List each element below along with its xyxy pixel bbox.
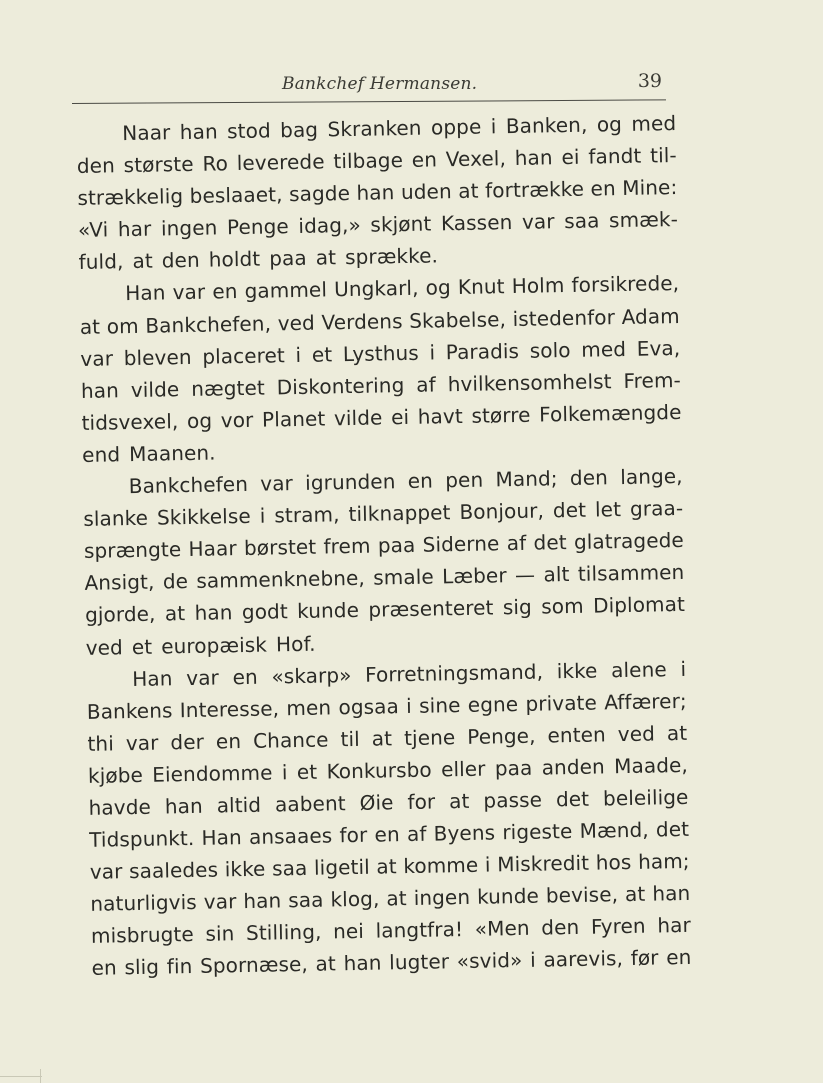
word: strækkelig [77, 184, 184, 211]
word: private [525, 690, 598, 716]
word: egne [467, 691, 519, 717]
word: den [569, 465, 609, 491]
word: vilde [333, 405, 383, 431]
word: «skarp» [271, 662, 352, 689]
word: graa- [629, 496, 684, 522]
word: rigeste [502, 819, 573, 845]
word: hvilkensomhelst [447, 368, 612, 396]
word: Han [125, 280, 166, 306]
scan-edge-mark [0, 1076, 42, 1077]
word: Penge [226, 214, 290, 240]
word: var [89, 859, 123, 885]
word: at [315, 951, 337, 977]
word: Diplomat [592, 592, 686, 619]
word: han [179, 119, 218, 145]
word: Verdens [321, 308, 403, 335]
word: saa [288, 887, 324, 913]
word: ingen [413, 885, 471, 911]
word: saaledes [128, 857, 219, 884]
word: Stilling, [245, 919, 322, 946]
word: Lysthus [342, 340, 420, 366]
word: Skranken [327, 115, 422, 142]
word: det [552, 497, 587, 523]
word: kjøbe [87, 762, 144, 788]
word: de [162, 569, 189, 594]
word: Interesse, [179, 696, 280, 722]
word: passe [483, 787, 543, 813]
word: Han [132, 665, 173, 691]
word: af [416, 372, 436, 397]
word: end [81, 442, 121, 467]
word: for [407, 789, 436, 815]
word: pen [445, 467, 484, 493]
word: forsikrede, [571, 271, 680, 298]
word: placeret [202, 342, 286, 369]
word: at [666, 720, 688, 746]
body-text [76, 107, 692, 984]
word: paa [269, 246, 307, 271]
word: enten [547, 722, 607, 748]
word: Knut [457, 274, 505, 300]
word: naturligvis [90, 890, 198, 917]
word: at [624, 881, 646, 907]
word: Spornæse, [199, 952, 309, 979]
word: at [371, 726, 393, 751]
word: et [311, 342, 333, 367]
word: han [194, 600, 233, 626]
word: Holm [511, 273, 565, 299]
word: lugter [388, 949, 450, 975]
word: Paradis [445, 338, 520, 364]
word: Siderne [422, 531, 500, 557]
word: beleilige [602, 784, 689, 811]
word: en [590, 176, 616, 201]
word: ei [561, 144, 580, 170]
word: bleven [123, 344, 192, 370]
word: i [484, 852, 491, 877]
word: saa [564, 208, 600, 234]
page-number: 39 [637, 70, 662, 92]
word: til [340, 726, 361, 752]
word: tilbage [333, 148, 404, 174]
word: nægtet [190, 375, 266, 401]
word: det [533, 530, 567, 555]
word: en [407, 468, 434, 494]
word: idag,» [298, 213, 362, 239]
word: det [555, 786, 590, 812]
word: Bankens [86, 698, 173, 724]
word: hos [595, 850, 632, 875]
word: skjønt [370, 211, 432, 237]
word: europæisk [160, 632, 268, 659]
word: gjorde, [84, 602, 156, 628]
word: i [680, 656, 687, 681]
word: i [490, 114, 497, 139]
word: let [594, 497, 622, 522]
word: den [541, 915, 580, 940]
word: ogsaa [338, 693, 400, 719]
word: med [631, 111, 677, 136]
word: fin [166, 954, 193, 979]
word: Mand; [495, 466, 558, 492]
word: Ro [202, 151, 229, 176]
word: at [132, 248, 153, 274]
word: der [170, 729, 205, 755]
word: med [581, 336, 627, 362]
scan-edge-tick [40, 1069, 41, 1083]
word: alt [543, 562, 570, 587]
word: ved [277, 310, 316, 335]
word: at [448, 788, 470, 814]
word: saa [271, 856, 308, 881]
word: Forretningsmand, [364, 659, 544, 687]
word: Affærer; [603, 688, 687, 715]
word: Bankchefen, [145, 311, 272, 338]
word: præsenteret [368, 595, 494, 623]
word: ansaaes [248, 823, 333, 850]
word: før [630, 945, 659, 971]
word: tilknappet [348, 500, 451, 527]
word: altid [216, 792, 262, 818]
word: en [666, 945, 692, 970]
word: sprække. [344, 243, 439, 270]
word: børstet [243, 534, 317, 561]
word: Øie [359, 790, 394, 815]
word: solo [529, 337, 571, 363]
word: Byens [433, 820, 496, 846]
word: fandt [588, 143, 642, 169]
word: at [376, 854, 397, 879]
word: vilde [130, 376, 180, 402]
word: i [281, 760, 288, 785]
word: Skikkelse [156, 503, 251, 530]
word: «svid» [456, 948, 523, 974]
word: leverede [236, 149, 325, 176]
word: var [172, 280, 206, 305]
word: han [652, 881, 691, 906]
word: oppe [430, 114, 482, 140]
word: bevise, [545, 882, 619, 908]
word: den [161, 248, 200, 273]
word: en [91, 955, 117, 981]
word: tjene [403, 724, 456, 750]
word: at [164, 601, 186, 626]
word: Folkemængde [538, 399, 682, 427]
word: ikke [556, 658, 598, 683]
word: det [655, 816, 690, 842]
word: bag [279, 117, 319, 143]
word: ligetil [313, 854, 370, 880]
word: har [657, 913, 692, 938]
word: Frem- [623, 367, 682, 393]
word: var [260, 471, 294, 496]
word: at [315, 245, 337, 271]
word: Haar [188, 536, 237, 562]
word: som [541, 594, 584, 619]
word: igrunden [304, 469, 396, 495]
word: i [429, 340, 436, 365]
word: men [286, 695, 332, 720]
word: kunde [296, 598, 360, 624]
word: komme [403, 852, 479, 879]
word: ved [617, 721, 656, 746]
word: af [506, 531, 527, 556]
word: i [295, 342, 302, 367]
word: største [123, 151, 194, 178]
word: sprængte [83, 537, 182, 564]
word: han [514, 145, 553, 171]
word: Maade, [613, 752, 689, 779]
word: «Men [474, 916, 530, 942]
word: til- [649, 143, 677, 168]
word: ved [85, 634, 124, 660]
word: aabent [274, 791, 346, 817]
word: vor [220, 407, 254, 433]
word: et [131, 634, 153, 659]
word: at [79, 314, 101, 339]
word: fortrække [484, 176, 585, 203]
word: — [514, 562, 536, 588]
word: en [215, 728, 242, 754]
word: klog, [330, 886, 380, 912]
header-rule [72, 99, 666, 104]
word: sammenknebne, [196, 566, 366, 594]
word: Naar [122, 120, 171, 146]
word: havde [88, 794, 152, 820]
word: en [374, 822, 400, 847]
word: uden [400, 179, 452, 205]
word: i [259, 503, 266, 528]
word: smale [373, 564, 435, 590]
word: Tidspunkt. [89, 826, 195, 852]
word: Vexel, [445, 146, 507, 172]
word: godt [241, 599, 289, 625]
word: han [343, 950, 382, 976]
word: Ansigt, [84, 569, 155, 596]
word: ei [390, 404, 410, 430]
word: i [405, 693, 413, 718]
word: Planet [261, 406, 326, 432]
word: at [386, 886, 407, 911]
word: Maanen. [128, 440, 216, 467]
word: Eva, [636, 335, 681, 361]
word: han [243, 888, 282, 914]
word: Bonjour, [459, 498, 545, 525]
word: sin [205, 921, 235, 947]
word: Adam [621, 303, 680, 329]
page-header [72, 68, 666, 100]
word: for [339, 822, 368, 848]
word: ham; [637, 849, 690, 874]
word: han [80, 378, 120, 403]
word: Konkursbo [326, 757, 432, 784]
word: om [106, 313, 139, 339]
word: i [529, 948, 536, 973]
word: Hof. [275, 631, 316, 656]
word: slanke [83, 505, 149, 532]
word: holdt [208, 247, 261, 272]
word: Mænd, [579, 817, 649, 843]
word: og [186, 408, 213, 433]
word: frem [323, 533, 371, 559]
word: Penge, [467, 723, 536, 749]
word: og [596, 111, 623, 137]
word: var [80, 346, 114, 371]
word: nei [332, 919, 365, 944]
word: Fyren [590, 914, 646, 940]
word: og [425, 275, 452, 301]
word: har [117, 216, 152, 242]
word: en [212, 279, 238, 304]
word: thi [87, 731, 115, 756]
word: var [125, 730, 159, 755]
word: aarevis, [543, 946, 624, 973]
word: ikke [224, 856, 266, 882]
word: glatragede [573, 528, 685, 555]
word: istedenfor [512, 304, 616, 331]
word: et [296, 759, 318, 784]
word: eller [440, 756, 486, 782]
word: gammel [244, 277, 328, 304]
word: var [203, 889, 237, 915]
word: sine [418, 692, 461, 718]
word: Han [201, 825, 243, 850]
word: Skabelse, [409, 306, 507, 333]
word: misbrugte [90, 922, 194, 949]
word: større [471, 402, 531, 428]
word: at [458, 178, 479, 204]
word: Ungkarl, [333, 276, 419, 302]
running-title: Bankchef Hermansen. [282, 74, 478, 94]
word: en [411, 147, 438, 172]
word: han [164, 793, 203, 819]
word: alene [610, 656, 667, 682]
word: Banken, [505, 112, 588, 139]
word: stod [226, 118, 271, 144]
word: den [76, 153, 116, 179]
word: Læber [441, 563, 507, 589]
word: var [521, 209, 555, 235]
word: langtfra! [375, 917, 464, 943]
word: Miskredit [497, 850, 590, 877]
word: lange, [619, 463, 683, 490]
word: Chance [252, 727, 329, 753]
word: af [406, 821, 427, 847]
word: paa [494, 755, 533, 781]
word: paa [377, 533, 416, 558]
word: Bankchefen [128, 471, 249, 499]
word: havt [417, 403, 464, 429]
word: Kassen [440, 210, 513, 236]
word: Diskontering [276, 372, 405, 400]
word: sig [502, 595, 533, 620]
word: Mine: [622, 175, 678, 201]
word: anden [541, 754, 606, 780]
word: sagde [288, 181, 351, 207]
word: smæk- [608, 207, 679, 233]
word: tilsammen [577, 560, 685, 587]
word: beslaaet, [189, 182, 283, 209]
word: en [232, 664, 258, 689]
word: tidsvexel, [81, 409, 179, 435]
word: ingen [160, 215, 218, 241]
word: slig [124, 955, 160, 980]
word: Eiendomme [152, 760, 273, 787]
word: var [186, 665, 220, 690]
word: «Vi [77, 217, 109, 243]
word: stram, [274, 502, 340, 528]
word: fuld, [78, 249, 124, 275]
word: han [356, 180, 395, 206]
word: kunde [476, 883, 540, 910]
